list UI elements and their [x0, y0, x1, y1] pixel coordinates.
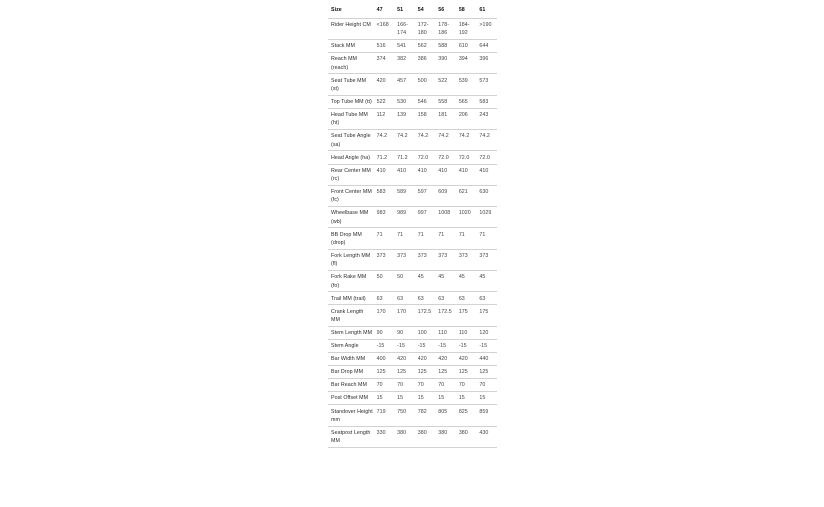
table-cell: 63 — [456, 292, 477, 305]
table-cell: 380 — [456, 426, 477, 447]
table-cell: 583 — [476, 95, 497, 108]
table-cell: 989 — [394, 207, 415, 228]
row-label: Rider Height CM — [328, 18, 374, 39]
table-cell: 15 — [415, 392, 436, 405]
table-cell: 374 — [374, 53, 395, 74]
table-cell: 74.2 — [415, 130, 436, 151]
table-cell: 983 — [374, 207, 395, 228]
table-cell: 410 — [415, 164, 436, 185]
table-cell: 72.0 — [435, 151, 456, 164]
table-header — [328, 3, 497, 18]
row-label: Crank Length MM — [328, 305, 374, 326]
header-row — [328, 3, 497, 18]
row-label: Rear Center MM (rc) — [328, 164, 374, 185]
table-cell: 373 — [435, 249, 456, 270]
table-cell: 719 — [374, 405, 395, 426]
table-cell: 410 — [476, 164, 497, 185]
row-label: BB Drop MM (drop) — [328, 228, 374, 249]
table-cell: 158 — [415, 108, 436, 129]
table-cell: 181 — [435, 108, 456, 129]
table-cell: 1020 — [456, 207, 477, 228]
row-label: Seat Tube Angle (sa) — [328, 130, 374, 151]
table-row — [328, 249, 497, 270]
table-row — [328, 53, 497, 74]
row-label: Trail MM (trail) — [328, 292, 374, 305]
table-cell: 178-186 — [435, 18, 456, 39]
table-row — [328, 130, 497, 151]
table-cell: 175 — [456, 305, 477, 326]
table-cell: 125 — [374, 366, 395, 379]
table-cell: 63 — [476, 292, 497, 305]
table-cell: 565 — [456, 95, 477, 108]
table-cell: 382 — [394, 53, 415, 74]
table-cell: 63 — [394, 292, 415, 305]
table-cell: <168 — [374, 18, 395, 39]
table-cell: 72.0 — [456, 151, 477, 164]
table-cell: 410 — [394, 164, 415, 185]
table-cell: 562 — [415, 40, 436, 53]
table-cell: -15 — [394, 339, 415, 352]
table-row — [328, 426, 497, 447]
table-cell: 541 — [394, 40, 415, 53]
table-row — [328, 405, 497, 426]
table-cell: 859 — [476, 405, 497, 426]
table-row — [328, 292, 497, 305]
table-cell: 390 — [435, 53, 456, 74]
table-cell: 380 — [394, 426, 415, 447]
table-cell: 50 — [394, 271, 415, 292]
table-cell: 72.0 — [415, 151, 436, 164]
row-label: Reach MM (reach) — [328, 53, 374, 74]
table-cell: -15 — [415, 339, 436, 352]
row-label: Seatpost Length MM — [328, 426, 374, 447]
table-cell: 120 — [476, 326, 497, 339]
table-cell: 380 — [415, 426, 436, 447]
table-cell: 630 — [476, 185, 497, 206]
table-cell: 243 — [476, 108, 497, 129]
table-cell: 15 — [476, 392, 497, 405]
table-cell: 522 — [435, 74, 456, 95]
table-cell: 71.2 — [394, 151, 415, 164]
row-label: Standover Height mm — [328, 405, 374, 426]
row-label: Wheelbase MM (wb) — [328, 207, 374, 228]
table-cell: 500 — [415, 74, 436, 95]
table-row — [328, 339, 497, 352]
table-row — [328, 18, 497, 39]
row-label: Stack MM — [328, 40, 374, 53]
table-cell: 110 — [435, 326, 456, 339]
table-cell: 330 — [374, 426, 395, 447]
table-cell: 70 — [476, 379, 497, 392]
table-cell: 558 — [435, 95, 456, 108]
table-cell: 170 — [394, 305, 415, 326]
table-cell: 50 — [374, 271, 395, 292]
table-cell: 997 — [415, 207, 436, 228]
table-cell: 90 — [374, 326, 395, 339]
table-cell: 420 — [435, 352, 456, 365]
table-cell: 644 — [476, 40, 497, 53]
table-cell: 15 — [394, 392, 415, 405]
table-cell: 373 — [374, 249, 395, 270]
table-cell: 621 — [456, 185, 477, 206]
table-cell: 825 — [456, 405, 477, 426]
table-cell: 589 — [394, 185, 415, 206]
table-cell: 70 — [374, 379, 395, 392]
row-label: Stem Angle — [328, 339, 374, 352]
table-cell: 420 — [456, 352, 477, 365]
row-label: Seat Tube MM (st) — [328, 74, 374, 95]
row-label: Fork Length MM (fl) — [328, 249, 374, 270]
table-cell: 45 — [435, 271, 456, 292]
table-cell: 172.5 — [415, 305, 436, 326]
table-cell: 546 — [415, 95, 436, 108]
table-cell: 373 — [456, 249, 477, 270]
table-cell: 457 — [394, 74, 415, 95]
table-cell: -15 — [374, 339, 395, 352]
table-cell: 588 — [435, 40, 456, 53]
geometry-table-container — [328, 3, 497, 448]
table-cell: 15 — [435, 392, 456, 405]
row-label: Bar Reach MM — [328, 379, 374, 392]
header-size-1: 47 — [374, 3, 395, 18]
table-cell: 410 — [435, 164, 456, 185]
table-cell: 610 — [456, 40, 477, 53]
table-cell: 530 — [394, 95, 415, 108]
table-cell: 373 — [394, 249, 415, 270]
table-cell: 63 — [415, 292, 436, 305]
table-cell: 184-192 — [456, 18, 477, 39]
table-cell: 125 — [456, 366, 477, 379]
row-label: Head Angle (ha) — [328, 151, 374, 164]
table-cell: 71 — [415, 228, 436, 249]
table-cell: 70 — [435, 379, 456, 392]
table-cell: 400 — [374, 352, 395, 365]
table-cell: 15 — [374, 392, 395, 405]
table-cell: 380 — [435, 426, 456, 447]
table-row — [328, 352, 497, 365]
table-cell: 373 — [476, 249, 497, 270]
table-cell: 125 — [415, 366, 436, 379]
table-cell: 70 — [456, 379, 477, 392]
row-label: Fork Rake MM (fo) — [328, 271, 374, 292]
table-row — [328, 366, 497, 379]
table-cell: 74.2 — [394, 130, 415, 151]
table-cell: -15 — [435, 339, 456, 352]
table-cell: 172-180 — [415, 18, 436, 39]
table-cell: 125 — [435, 366, 456, 379]
row-label: Stem Length MM — [328, 326, 374, 339]
table-cell: 420 — [374, 74, 395, 95]
table-cell: 71 — [435, 228, 456, 249]
table-cell: 805 — [435, 405, 456, 426]
header-size-2: 51 — [394, 3, 415, 18]
table-cell: 71 — [456, 228, 477, 249]
table-row — [328, 326, 497, 339]
table-cell: 782 — [415, 405, 436, 426]
table-row — [328, 228, 497, 249]
table-cell: 516 — [374, 40, 395, 53]
table-cell: 45 — [476, 271, 497, 292]
header-size-label: Size — [328, 3, 374, 18]
table-cell: 750 — [394, 405, 415, 426]
header-size-3: 54 — [415, 3, 436, 18]
table-row — [328, 151, 497, 164]
table-cell: 410 — [456, 164, 477, 185]
table-cell: 63 — [435, 292, 456, 305]
table-cell: -15 — [476, 339, 497, 352]
table-cell: 170 — [374, 305, 395, 326]
table-cell: 597 — [415, 185, 436, 206]
table-cell: 100 — [415, 326, 436, 339]
table-cell: 71 — [394, 228, 415, 249]
table-cell: 45 — [456, 271, 477, 292]
table-cell: 70 — [394, 379, 415, 392]
table-cell: 139 — [394, 108, 415, 129]
table-cell: 15 — [456, 392, 477, 405]
table-cell: 90 — [394, 326, 415, 339]
table-cell: 70 — [415, 379, 436, 392]
table-cell: 420 — [415, 352, 436, 365]
table-cell: 609 — [435, 185, 456, 206]
table-cell: 1029 — [476, 207, 497, 228]
table-cell: 110 — [456, 326, 477, 339]
table-cell: 583 — [374, 185, 395, 206]
table-cell: 74.2 — [374, 130, 395, 151]
table-cell: 71 — [374, 228, 395, 249]
table-cell: 522 — [374, 95, 395, 108]
table-cell: 125 — [476, 366, 497, 379]
table-cell: 112 — [374, 108, 395, 129]
table-cell: 74.2 — [456, 130, 477, 151]
table-cell: 166-174 — [394, 18, 415, 39]
table-row — [328, 40, 497, 53]
table-row — [328, 164, 497, 185]
table-cell: 74.2 — [476, 130, 497, 151]
table-cell: 410 — [374, 164, 395, 185]
table-row — [328, 379, 497, 392]
table-row — [328, 392, 497, 405]
row-label: Top Tube MM (tt) — [328, 95, 374, 108]
table-cell: 440 — [476, 352, 497, 365]
row-label: Head Tube MM (ht) — [328, 108, 374, 129]
table-cell: 394 — [456, 53, 477, 74]
table-cell: 386 — [415, 53, 436, 74]
header-size-4: 56 — [435, 3, 456, 18]
row-label: Bar Width MM — [328, 352, 374, 365]
table-row — [328, 207, 497, 228]
table-cell: 175 — [476, 305, 497, 326]
table-cell: 74.2 — [435, 130, 456, 151]
table-cell: 1008 — [435, 207, 456, 228]
table-cell: 206 — [456, 108, 477, 129]
table-cell: 125 — [394, 366, 415, 379]
table-row — [328, 185, 497, 206]
table-cell: 172.5 — [435, 305, 456, 326]
table-cell: 45 — [415, 271, 436, 292]
table-row — [328, 305, 497, 326]
table-cell: 373 — [415, 249, 436, 270]
row-label: Post Offset MM — [328, 392, 374, 405]
row-label: Front Center MM (fc) — [328, 185, 374, 206]
header-size-6: 61 — [476, 3, 497, 18]
table-cell: 71 — [476, 228, 497, 249]
table-cell: >190 — [476, 18, 497, 39]
table-cell: -15 — [456, 339, 477, 352]
table-row — [328, 95, 497, 108]
table-cell: 63 — [374, 292, 395, 305]
table-row — [328, 271, 497, 292]
table-cell: 396 — [476, 53, 497, 74]
geometry-table — [328, 3, 497, 448]
table-body — [328, 18, 497, 447]
row-label: Bar Drop MM — [328, 366, 374, 379]
table-row — [328, 74, 497, 95]
table-cell: 71.2 — [374, 151, 395, 164]
table-cell: 420 — [394, 352, 415, 365]
header-size-5: 58 — [456, 3, 477, 18]
table-cell: 573 — [476, 74, 497, 95]
table-cell: 539 — [456, 74, 477, 95]
table-row — [328, 108, 497, 129]
table-cell: 72.0 — [476, 151, 497, 164]
table-cell: 430 — [476, 426, 497, 447]
